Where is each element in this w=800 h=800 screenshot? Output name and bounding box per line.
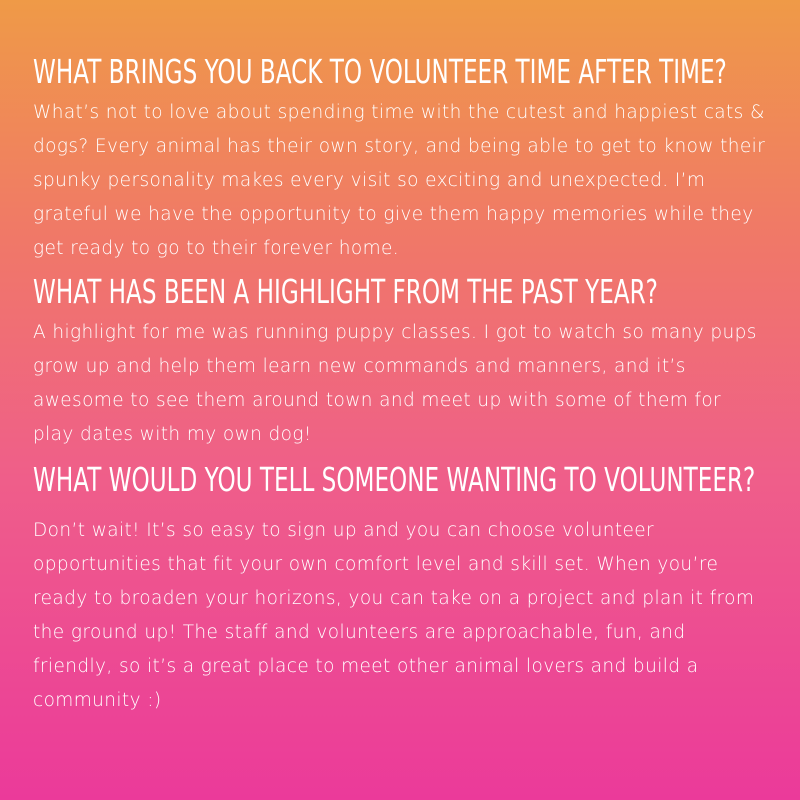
question-heading: WHAT HAS BEEN A HIGHLIGHT FROM THE PAST YEAR? [33,272,658,311]
qa-content [33,52,778,718]
question-heading: WHAT BRINGS YOU BACK TO VOLUNTEER TIME AFTER TIME? [33,52,727,91]
question-heading: WHAT WOULD YOU TELL SOMEONE WANTING TO VOLUNTEER? [33,460,756,499]
qa-section-volunteer-motivation [33,52,778,266]
answer-paragraph: Don’t wait! It’s so easy to sign up and you can choose volunteer opportunities that fit your own comfort level and skill set. When you’re ready to broaden your horizons, you can take on a project and plan it from the ground up! The staff and volunteers are approachable, fun, and friendly, so it’s a great place to meet other animal lovers and build a community :) [33,520,755,711]
answer-paragraph: What’s not to love about spending time with the cutest and happiest cats & dogs? Every animal has their own story, and being able to get to know their spunky personality makes every visit so exciting and unexpected. I’m grateful we have the opportunity to give them happy memories while they get ready to go to their forever home. [33,102,766,259]
qa-section-advice [33,460,778,718]
answer-paragraph: A highlight for me was running puppy classes. I got to watch so many pups grow up and help them learn new commands and manners, and it’s awesome to see them around town and meet up with some of them for play dates with my own dog! [33,322,757,445]
qa-section-highlight [33,272,778,452]
